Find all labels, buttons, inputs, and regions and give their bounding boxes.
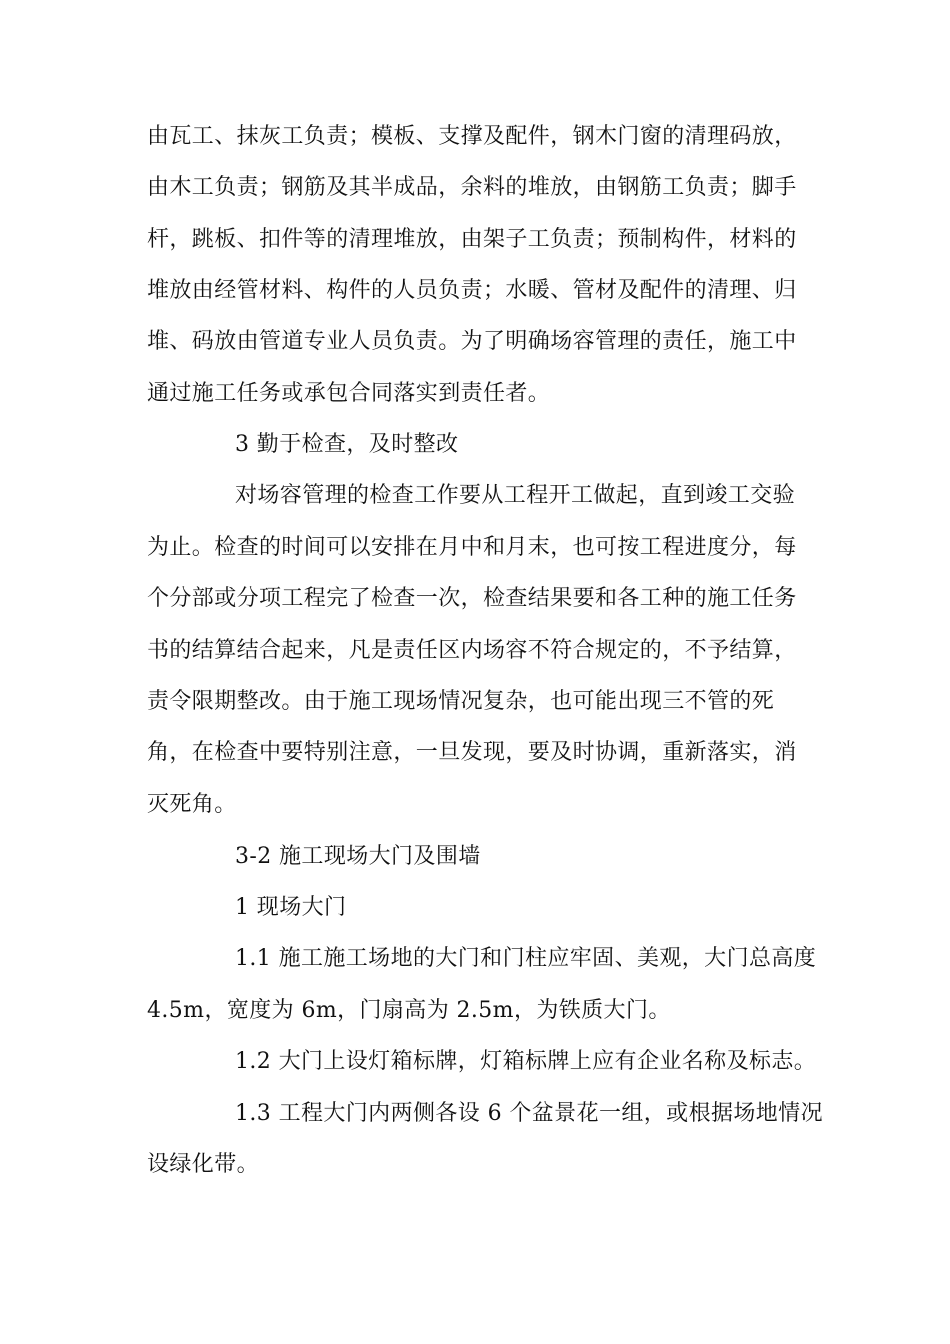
paragraph-line: 为止。检查的时间可以安排在月中和月末，也可按工程进度分，每 (147, 535, 797, 560)
paragraph-line: 杆，跳板、扣件等的清理堆放，由架子工负责；预制构件，材料的 (147, 227, 797, 252)
paragraph-line: 1.1 施工施工场地的大门和门柱应牢固、美观，大门总高度 (235, 946, 817, 971)
paragraph-line: 书的结算结合起来，凡是责任区内场容不符合规定的，不予结算， (147, 638, 797, 663)
section-heading: 3 勤于检查，及时整改 (235, 432, 459, 457)
paragraph-line: 责令限期整改。由于施工现场情况复杂，也可能出现三不管的死 (147, 689, 775, 714)
section-heading: 3-2 施工现场大门及围墙 (235, 844, 481, 869)
paragraph-line: 设绿化带。 (147, 1152, 260, 1177)
paragraph-line: 由木工负责；钢筋及其半成品，余料的堆放，由钢筋工负责；脚手 (147, 175, 797, 200)
paragraph-line: 通过施工任务或承包合同落实到责任者。 (147, 381, 551, 406)
paragraph-line: 个分部或分项工程完了检查一次，检查结果要和各工种的施工任务 (147, 586, 797, 611)
paragraph-line: 对场容管理的检查工作要从工程开工做起，直到竣工交验 (235, 483, 796, 508)
paragraph-line: 角，在检查中要特别注意，一旦发现，要及时协调，重新落实，消 (147, 740, 797, 765)
paragraph-line: 4.5m，宽度为 6m，门扇高为 2.5m，为铁质大门。 (147, 998, 671, 1023)
paragraph-line: 堆放由经管材料、构件的人员负责；水暖、管材及配件的清理、归 (147, 278, 797, 303)
paragraph-line: 由瓦工、抹灰工负责；模板、支撑及配件，钢木门窗的清理码放， (147, 124, 797, 149)
paragraph-line: 灭死角。 (147, 792, 237, 817)
paragraph-line: 堆、码放由管道专业人员负责。为了明确场容管理的责任，施工中 (147, 329, 797, 354)
paragraph-line: 1.3 工程大门内两侧各设 6 个盆景花一组，或根据场地情况 (235, 1101, 823, 1126)
paragraph-line: 1.2 大门上设灯箱标牌，灯箱标牌上应有企业名称及标志。 (235, 1049, 817, 1074)
subsection-heading: 1 现场大门 (235, 895, 347, 920)
